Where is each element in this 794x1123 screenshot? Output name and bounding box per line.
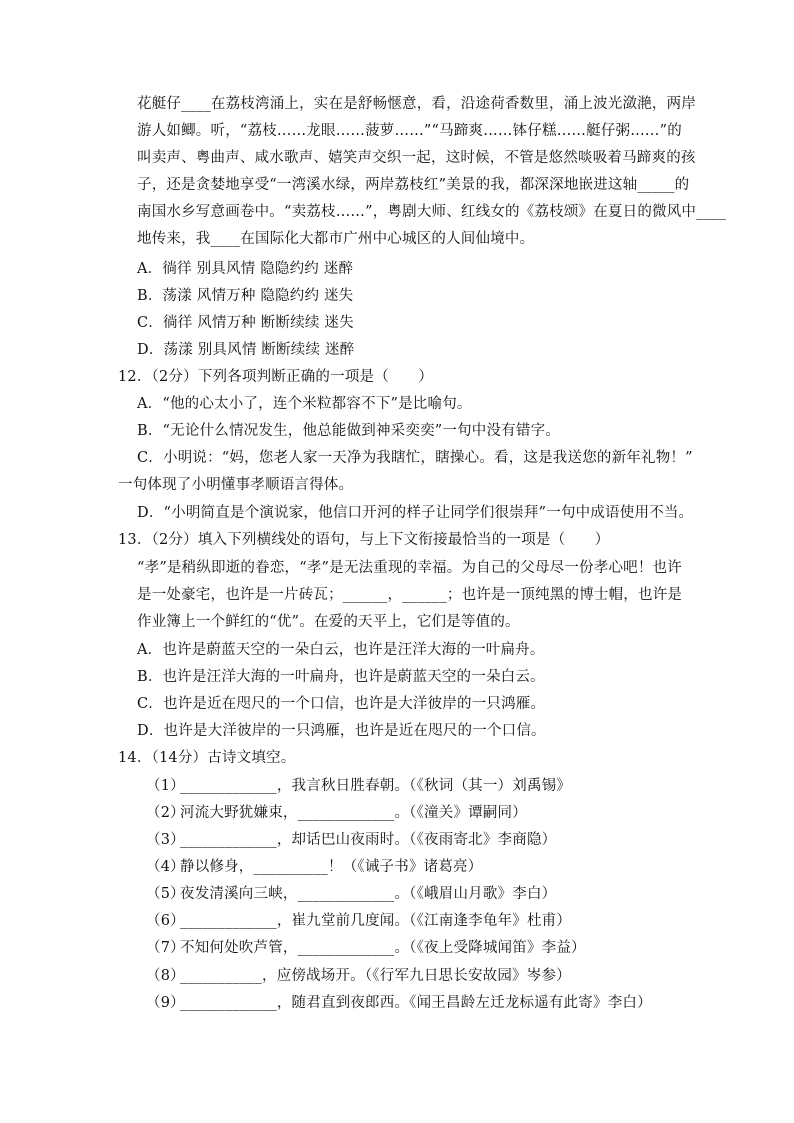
- item-number: （6）: [146, 913, 185, 929]
- q12-stem: 12．（2分）下列各项判断正确的一项是（ ）: [118, 369, 434, 385]
- item-text: _____________，却话巴山夜雨时。（《夜雨寄北》李商隐）: [180, 832, 557, 848]
- item-text: 夜发清溪向三峡，_____________。（《峨眉山月歌》李白）: [180, 886, 557, 902]
- item-number: （2）: [146, 805, 185, 821]
- q13-passage-line: 是一处豪宅，也许是一片砖瓦；______，______；也许是一顶纯黑的博士帽，也许是: [137, 587, 683, 603]
- q13-passage-line: 作业簿上一个鲜红的“优”。在爱的天平上，它们是等值的。: [137, 614, 520, 630]
- q12-option-a: A．“他的心太小了，连个米粒都容不下”是比喻句。: [137, 396, 472, 412]
- q12-option-c: C．小明说：“妈，您老人家一天净为我瞎忙，瞎操心。看，这是我送您的新年礼物！”: [137, 450, 693, 466]
- q14-item: [146, 830, 556, 850]
- q14-item: [146, 966, 571, 986]
- item-text: 河流大野犹嫌束，_____________。（《潼关》谭嗣同）: [180, 805, 527, 821]
- item-number: （9）: [146, 995, 185, 1011]
- item-text: _____________，随君直到夜郎西。《闻王昌龄左迁龙标遥有此寄》李白）: [180, 995, 652, 1011]
- q11-option-c: C．徜徉 风情万种 断断续续 迷失: [137, 315, 354, 331]
- q14-item: [146, 776, 571, 796]
- passage-line: 叫卖声、粤曲声、咸水歌声、嬉笑声交织一起，这时候，不管是悠然啖吸着马蹄爽的孩: [137, 150, 696, 166]
- q12-option-d: D．“小明简直是个演说家，他信口开河的样子让同学们很崇拜”一句中成语使用不当。: [137, 505, 694, 521]
- passage-line: 子，还是贪婪地享受“一湾溪水绿，两岸荔枝红”美景的我，都深深地嵌进这轴_____的: [137, 177, 690, 193]
- q11-option-a: A．徜徉 别具风情 隐隐约约 迷醉: [137, 261, 354, 277]
- q13-option-b: B．也许是汪洋大海的一叶扁舟，也许是蔚蓝天空的一朵白云。: [137, 669, 545, 685]
- q13-option-c: C．也许是近在咫尺的一个口信，也许是大洋彼岸的一只鸿雁。: [137, 696, 546, 712]
- q13-passage-line: “孝”是稍纵即逝的眷恋，“孝”是无法重现的幸福。为自己的父母尽一份孝心吧！也许: [137, 560, 682, 576]
- q11-option-d: D．荡漾 别具风情 断断续续 迷醉: [137, 342, 355, 358]
- passage-line: 花艇仔____在荔枝湾涌上，实在是舒畅惬意，看，沿途荷香数里，涌上波光潋滟，两岸: [137, 96, 696, 112]
- q12-option-b: B．“无论什么情况发生，他总能做到神采奕奕”一句中没有错字。: [137, 423, 560, 439]
- item-text: 不知何处吹芦管，_____________。（《夜上受降城闻笛》李益）: [180, 940, 586, 956]
- q13-option-a: A．也许是蔚蓝天空的一朵白云，也许是汪洋大海的一叶扁舟。: [137, 642, 545, 658]
- item-text: _____________，我言秋日胜春朝。（《秋词（其一）刘禹锡》: [180, 778, 572, 794]
- q14-item: [146, 993, 652, 1013]
- q14-item: [146, 938, 586, 958]
- passage-line: 游人如鲫。听，“荔枝……龙眼……菠萝……”“马蹄爽……钵仔糕……艇仔粥……”的: [137, 123, 682, 139]
- item-number: （8）: [146, 968, 185, 984]
- item-number: （3）: [146, 832, 185, 848]
- q13-stem: 13．（2分）填入下列横线处的语句，与上下文衔接最恰当的一项是（ ）: [118, 532, 610, 548]
- q11-option-b: B．荡漾 风情万种 隐隐约约 迷失: [137, 288, 354, 304]
- item-text: 静以修身，__________！（《诫子书》诸葛亮）: [180, 859, 483, 875]
- q14-item: [146, 884, 556, 904]
- q12-option-c-cont: 一句体现了小明懂事孝顺语言得体。: [118, 477, 354, 493]
- q14-item: [146, 911, 571, 931]
- item-text: _____________，崔九堂前几度闻。（《江南逢李龟年》杜甫）: [180, 913, 572, 929]
- q14-item: [146, 857, 482, 877]
- passage-line: 南国水乡写意画卷中。“卖荔枝……”，粤剧大师、红线女的《荔枝颂》在夏日的微风中____: [137, 204, 726, 220]
- q14-stem: 14．（14分）古诗文填空。: [118, 750, 296, 766]
- item-number: （5）: [146, 886, 185, 902]
- q14-item: [146, 803, 527, 823]
- item-number: （1）: [146, 778, 185, 794]
- item-number: （4）: [146, 859, 185, 875]
- q13-option-d: D．也许是大洋彼岸的一只鸿雁，也许是近在咫尺的一个口信。: [137, 723, 546, 739]
- passage-line: 地传来，我____在国际化大都市广州中心城区的人间仙境中。: [137, 231, 535, 247]
- item-number: （7）: [146, 940, 185, 956]
- item-text: ___________，应傍战场开。（《行军九日思长安故园》岑参）: [180, 968, 571, 984]
